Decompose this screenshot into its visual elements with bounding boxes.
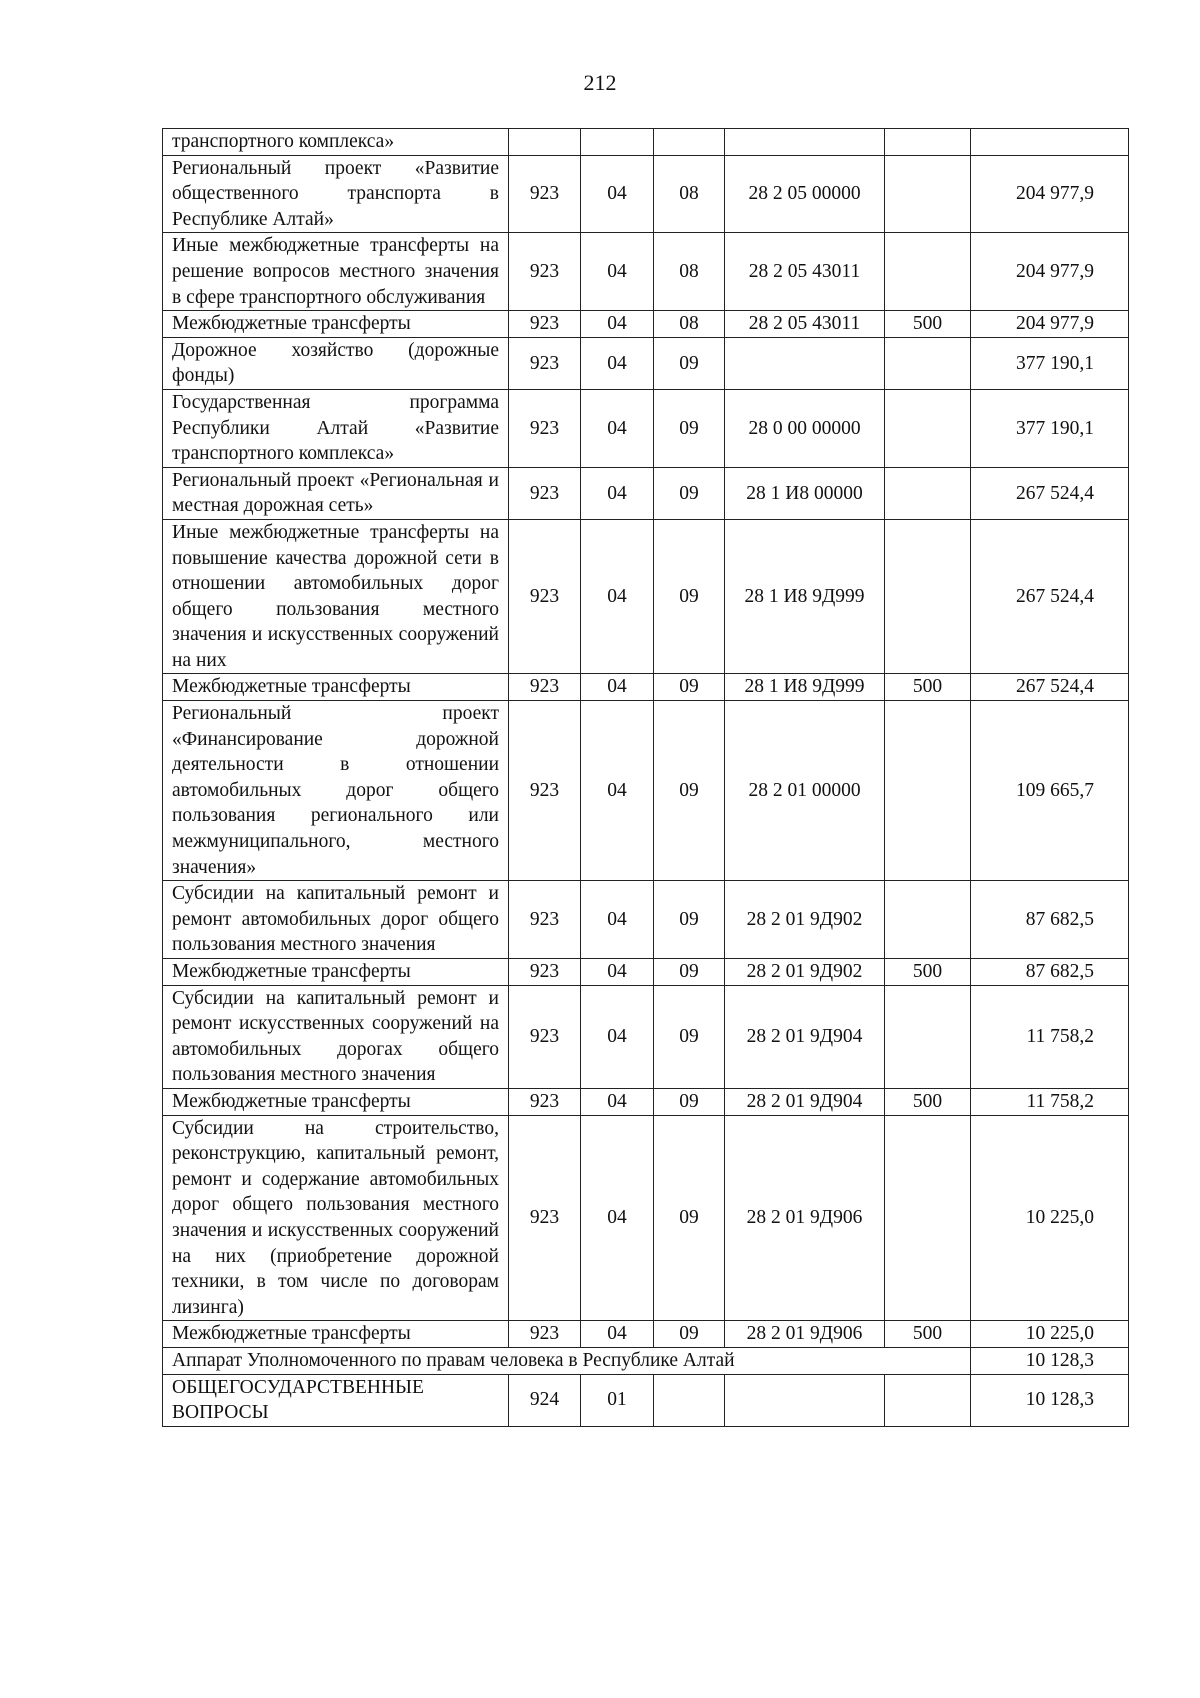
cell-sum: 204 977,9 (971, 311, 1129, 338)
cell-pr: 09 (654, 389, 725, 467)
table-row-agency (163, 1347, 1129, 1374)
cell-rz: 04 (581, 959, 654, 986)
cell-sum: 87 682,5 (971, 959, 1129, 986)
cell-rz: 04 (581, 674, 654, 701)
cell-rz: 04 (581, 519, 654, 674)
cell-pr (654, 129, 725, 156)
table-row (163, 389, 1129, 467)
cell-name: Межбюджетные трансферты (163, 1088, 509, 1115)
cell-csr: 28 0 00 00000 (725, 389, 885, 467)
cell-ved: 923 (509, 155, 581, 233)
cell-sum: 377 190,1 (971, 389, 1129, 467)
cell-csr: 28 1 И8 9Д999 (725, 519, 885, 674)
cell-csr (725, 1374, 885, 1426)
cell-csr: 28 1 И8 00000 (725, 467, 885, 519)
cell-vr (885, 233, 971, 311)
cell-vr (885, 519, 971, 674)
cell-ved: 923 (509, 985, 581, 1088)
cell-rz: 01 (581, 1374, 654, 1426)
cell-name: Субсидии на капитальный ремонт и ремонт автомобильных дорог общего пользования местного значения (163, 881, 509, 959)
cell-csr: 28 2 01 9Д902 (725, 881, 885, 959)
cell-rz: 04 (581, 233, 654, 311)
cell-ved: 923 (509, 1321, 581, 1348)
cell-vr (885, 389, 971, 467)
budget-table-body (163, 129, 1129, 1427)
cell-vr (885, 467, 971, 519)
cell-pr: 08 (654, 311, 725, 338)
cell-ved: 923 (509, 233, 581, 311)
table-row (163, 1088, 1129, 1115)
cell-name: Субсидии на строительство, реконструкцию, капитальный ремонт, ремонт и содержание автомобильных дорог общего пользования местного значения и искусственных сооружений на них (приобретение дорожной техники, в том числе по договорам лизинга) (163, 1115, 509, 1321)
cell-rz: 04 (581, 311, 654, 338)
cell-pr: 09 (654, 467, 725, 519)
cell-name: Субсидии на капитальный ремонт и ремонт искусственных сооружений на автомобильных дорогах общего пользования местного значения (163, 985, 509, 1088)
cell-pr: 09 (654, 701, 725, 881)
cell-rz: 04 (581, 701, 654, 881)
table-row (163, 129, 1129, 156)
cell-vr (885, 1374, 971, 1426)
cell-name: Государственная программа Республики Алтай «Развитие транспортного комплекса» (163, 389, 509, 467)
cell-ved: 923 (509, 467, 581, 519)
cell-ved: 923 (509, 1115, 581, 1321)
cell-sum: 267 524,4 (971, 467, 1129, 519)
cell-rz: 04 (581, 1321, 654, 1348)
cell-ved: 923 (509, 881, 581, 959)
cell-pr: 09 (654, 674, 725, 701)
cell-sum: 10 225,0 (971, 1115, 1129, 1321)
cell-rz: 04 (581, 155, 654, 233)
table-row (163, 959, 1129, 986)
page-number: 212 (583, 70, 617, 95)
cell-name: Межбюджетные трансферты (163, 1321, 509, 1348)
cell-vr: 500 (885, 674, 971, 701)
table-row (163, 519, 1129, 674)
table-row (163, 1321, 1129, 1348)
cell-csr: 28 2 01 00000 (725, 701, 885, 881)
cell-name: транспортного комплекса» (163, 129, 509, 156)
cell-ved: 923 (509, 1088, 581, 1115)
cell-csr: 28 2 01 9Д906 (725, 1321, 885, 1348)
cell-vr (885, 701, 971, 881)
cell-vr: 500 (885, 1088, 971, 1115)
cell-rz: 04 (581, 467, 654, 519)
table-row (163, 467, 1129, 519)
cell-vr (885, 1115, 971, 1321)
cell-csr: 28 2 05 43011 (725, 233, 885, 311)
cell-ved: 923 (509, 337, 581, 389)
cell-ved: 923 (509, 519, 581, 674)
cell-ved: 923 (509, 959, 581, 986)
cell-pr: 09 (654, 985, 725, 1088)
cell-csr: 28 2 01 9Д904 (725, 1088, 885, 1115)
cell-name: Иные межбюджетные трансферты на решение вопросов местного значения в сфере транспортного обслуживания (163, 233, 509, 311)
cell-vr (885, 129, 971, 156)
cell-name: Региональный проект «Финансирование дорожной деятельности в отношении автомобильных дорог общего пользования регионального или межмуниципального, местного значения» (163, 701, 509, 881)
cell-vr (885, 337, 971, 389)
cell-rz: 04 (581, 1088, 654, 1115)
table-row (163, 881, 1129, 959)
cell-csr: 28 2 01 9Д904 (725, 985, 885, 1088)
cell-ved: 923 (509, 311, 581, 338)
cell-name: Иные межбюджетные трансферты на повышение качества дорожной сети в отношении автомобильных дорог общего пользования местного значения и искусственных сооружений на них (163, 519, 509, 674)
cell-sum: 204 977,9 (971, 155, 1129, 233)
table-row (163, 337, 1129, 389)
cell-pr: 08 (654, 155, 725, 233)
cell-sum: 109 665,7 (971, 701, 1129, 881)
cell-pr: 09 (654, 881, 725, 959)
cell-sum: 267 524,4 (971, 674, 1129, 701)
cell-vr (885, 155, 971, 233)
cell-csr: 28 2 01 9Д902 (725, 959, 885, 986)
cell-name: Дорожное хозяйство (дорожные фонды) (163, 337, 509, 389)
cell-pr: 09 (654, 519, 725, 674)
cell-ved: 923 (509, 389, 581, 467)
cell-pr (654, 1374, 725, 1426)
cell-pr: 08 (654, 233, 725, 311)
cell-sum: 11 758,2 (971, 1088, 1129, 1115)
cell-vr: 500 (885, 311, 971, 338)
table-row (163, 233, 1129, 311)
cell-name: Региональный проект «Региональная и местная дорожная сеть» (163, 467, 509, 519)
cell-sum: 10 128,3 (971, 1347, 1129, 1374)
cell-rz: 04 (581, 881, 654, 959)
cell-pr: 09 (654, 1321, 725, 1348)
cell-rz: 04 (581, 985, 654, 1088)
cell-vr: 500 (885, 959, 971, 986)
cell-sum: 87 682,5 (971, 881, 1129, 959)
table-row (163, 674, 1129, 701)
cell-name: Межбюджетные трансферты (163, 674, 509, 701)
table-row (163, 701, 1129, 881)
cell-pr: 09 (654, 337, 725, 389)
cell-name: Межбюджетные трансферты (163, 959, 509, 986)
cell-csr (725, 337, 885, 389)
cell-pr: 09 (654, 959, 725, 986)
cell-rz (581, 129, 654, 156)
table-row (163, 155, 1129, 233)
cell-sum: 10 225,0 (971, 1321, 1129, 1348)
cell-csr: 28 2 05 43011 (725, 311, 885, 338)
cell-sum: 10 128,3 (971, 1374, 1129, 1426)
cell-sum: 11 758,2 (971, 985, 1129, 1088)
table-row (163, 1374, 1129, 1426)
cell-sum (971, 129, 1129, 156)
cell-pr: 09 (654, 1115, 725, 1321)
cell-ved: 923 (509, 701, 581, 881)
cell-vr: 500 (885, 1321, 971, 1348)
cell-sum: 267 524,4 (971, 519, 1129, 674)
table-row (163, 311, 1129, 338)
cell-name: Межбюджетные трансферты (163, 311, 509, 338)
cell-rz: 04 (581, 337, 654, 389)
cell-vr (885, 881, 971, 959)
table-row (163, 985, 1129, 1088)
cell-pr: 09 (654, 1088, 725, 1115)
cell-csr: 28 1 И8 9Д999 (725, 674, 885, 701)
cell-rz: 04 (581, 389, 654, 467)
cell-csr (725, 129, 885, 156)
table-row (163, 1115, 1129, 1321)
cell-csr: 28 2 05 00000 (725, 155, 885, 233)
cell-name: Региональный проект «Развитие общественного транспорта в Республике Алтай» (163, 155, 509, 233)
budget-table (162, 128, 1129, 1427)
cell-sum: 377 190,1 (971, 337, 1129, 389)
cell-ved (509, 129, 581, 156)
cell-ved: 924 (509, 1374, 581, 1426)
cell-agency-name: Аппарат Уполномоченного по правам человека в Республике Алтай (163, 1347, 971, 1374)
cell-csr: 28 2 01 9Д906 (725, 1115, 885, 1321)
cell-vr (885, 985, 971, 1088)
cell-name: ОБЩЕГОСУДАРСТВЕННЫЕ ВОПРОСЫ (163, 1374, 509, 1426)
cell-ved: 923 (509, 674, 581, 701)
cell-rz: 04 (581, 1115, 654, 1321)
cell-sum: 204 977,9 (971, 233, 1129, 311)
